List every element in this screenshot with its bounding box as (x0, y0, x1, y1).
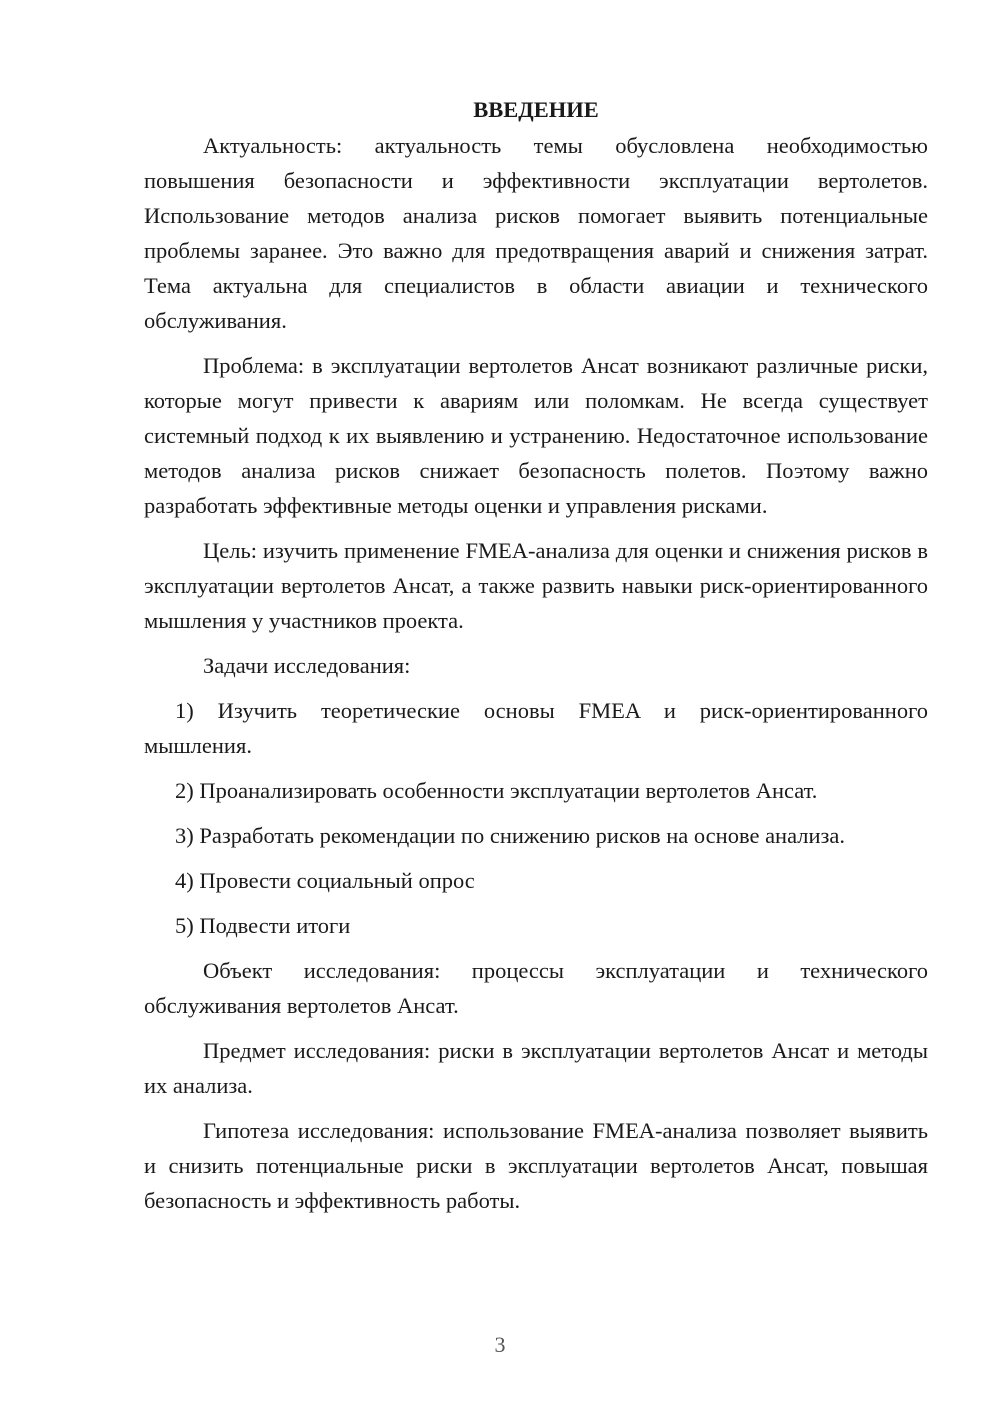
document-page (144, 92, 928, 1228)
paragraph-relevance: Актуальность: актуальность темы обусловлена необходимостью повышения безопасности и эффективности эксплуатации вертолетов. Использование методов анализа рисков помогает выявить потенциальные проблемы заранее. Это важно для предотвращения аварий и снижения затрат. Тема актуальна для специалистов в области авиации и технического обслуживания. (144, 133, 928, 333)
task-item-5: 5) Подвести итоги (175, 913, 351, 938)
task-item-2: 2) Проанализировать особенности эксплуатации вертолетов Ансат. (175, 778, 818, 803)
paragraph-subject: Предмет исследования: риски в эксплуатации вертолетов Ансат и методы их анализа. (144, 1038, 928, 1098)
paragraph-hypothesis: Гипотеза исследования: использование FMEA-анализа позволяет выявить и снизить потенциальные риски в эксплуатации вертолетов Ансат, повышая безопасность и эффективность работы. (144, 1118, 928, 1213)
task-item-4: 4) Провести социальный опрос (175, 868, 475, 893)
task-item-3: 3) Разработать рекомендации по снижению рисков на основе анализа. (175, 823, 846, 848)
paragraph-problem: Проблема: в эксплуатации вертолетов Ансат возникают различные риски, которые могут привести к авариям или поломкам. Не всегда существует системный подход к их выявлению и устранению. Недостаточное использование методов анализа рисков снижает безопасность полетов. Поэтому важно разработать эффективные методы оценки и управления рисками. (144, 353, 928, 518)
paragraph-tasks-heading: Задачи исследования: (203, 653, 411, 678)
task-item-1: 1) Изучить теоретические основы FMEA и риск-ориентированного мышления. (144, 698, 928, 758)
section-title: ВВЕДЕНИЕ (473, 97, 599, 122)
paragraph-goal: Цель: изучить применение FMEA-анализа для оценки и снижения рисков в эксплуатации вертолетов Ансат, а также развить навыки риск-ориентированного мышления у участников проекта. (144, 538, 928, 633)
page-number: 3 (494, 1332, 506, 1357)
paragraph-object: Объект исследования: процессы эксплуатации и технического обслуживания вертолетов Ансат. (144, 958, 928, 1018)
